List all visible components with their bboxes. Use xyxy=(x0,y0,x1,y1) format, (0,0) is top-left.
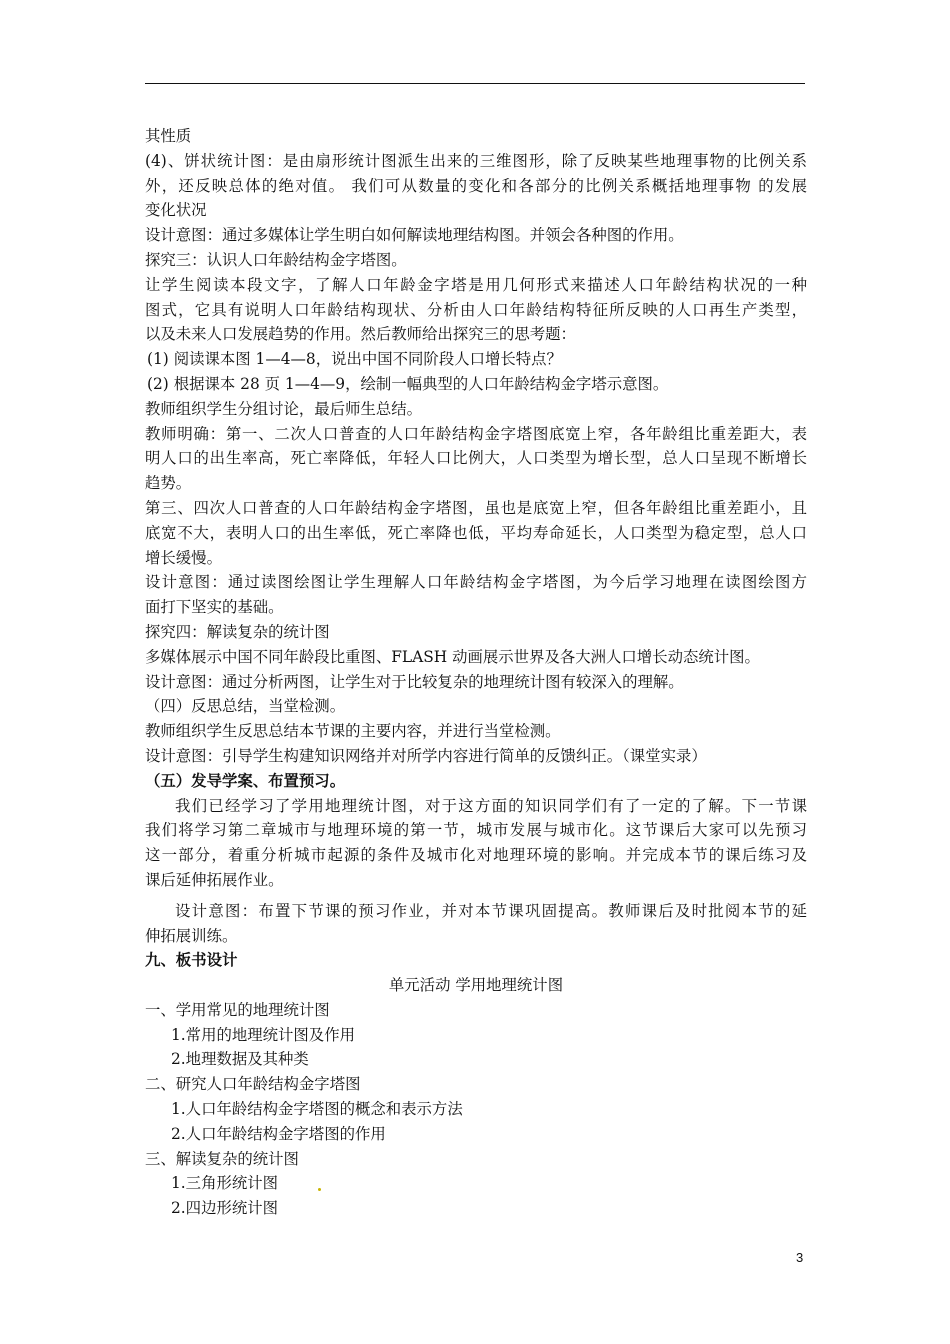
text-line: 多媒体展示中国不同年龄段比重图、FLASH 动画展示世界及各大洲人口增长动态统计图。 xyxy=(145,647,760,666)
section-heading: 九、板书设计 xyxy=(145,951,238,970)
text-line: (4)、饼状统计图：是由扇形统计图派生出来的三维图形，除了反映某些地理事物的比例关系 xyxy=(145,151,807,170)
header-rule xyxy=(145,83,805,84)
text-line: 趋势。 xyxy=(145,474,192,493)
text-line: 增长缓慢。 xyxy=(145,548,222,567)
outline-level-1: 二、研究人口年龄结构金字塔图 xyxy=(145,1075,361,1094)
text-line: 伸拓展训练。 xyxy=(145,926,238,945)
outline-level-2: 1.人口年龄结构金字塔图的概念和表示方法 xyxy=(171,1100,463,1119)
text-line: 设计意图：通过多媒体让学生明白如何解读地理结构图。并领会各种图的作用。 xyxy=(145,226,684,245)
text-line: 设计意图：引导学生构建知识网络并对所学内容进行简单的反馈纠正。（课堂实录） xyxy=(145,746,707,765)
text-line: 让学生阅读本段文字，了解人口年龄金字塔是用几何形式来描述人口年龄结构状况的一种 xyxy=(145,275,807,294)
text-line: 底宽不大，表明人口的出生率低，死亡率降也低，平均寿命延长，人口类型为稳定型，总人口 xyxy=(145,523,807,542)
stray-mark xyxy=(318,1188,321,1191)
text-line: 教师组织学生反思总结本节课的主要内容，并进行当堂检测。 xyxy=(145,722,561,741)
text-line: 第三、四次人口普查的人口年龄结构金字塔图，虽也是底宽上窄，但各年龄组比重差距小，且 xyxy=(145,498,807,517)
board-title: 单元活动 学用地理统计图 xyxy=(388,976,564,995)
text-line: 变化状况 xyxy=(145,201,207,220)
text-line: 图式，它具有说明人口年龄结构现状、分析由人口年龄结构特征所反映的人口再生产类型， xyxy=(145,300,807,319)
text-line: 设计意图：通过分析两图，让学生对于比较复杂的地理统计图有较深入的理解。 xyxy=(145,672,684,691)
outline-level-1: 一、学用常见的地理统计图 xyxy=(145,1000,330,1019)
outline-level-2: 2.四边形统计图 xyxy=(171,1199,279,1218)
text-line: 课后延伸拓展作业。 xyxy=(145,870,284,889)
outline-level-1: 三、解读复杂的统计图 xyxy=(145,1149,299,1168)
outline-level-2: 2.地理数据及其种类 xyxy=(171,1050,309,1069)
document-body xyxy=(145,124,807,1221)
text-line: （四）反思总结，当堂检测。 xyxy=(145,697,346,716)
text-line: 我们将学习第二章城市与地理环境的第一节，城市发展与城市化。这节课后大家可以先预习 xyxy=(145,821,807,840)
text-line: 教师组织学生分组讨论，最后师生总结。 xyxy=(145,399,423,418)
outline-level-2: 1.常用的地理统计图及作用 xyxy=(171,1025,355,1044)
text-line: 探究四：解读复杂的统计图 xyxy=(145,622,330,641)
text-line: 教师明确：第一、二次人口普查的人口年龄结构金字塔图底宽上窄，各年龄组比重差距大，表 xyxy=(145,424,807,443)
text-line: 面打下坚实的基础。 xyxy=(145,598,284,617)
text-line: 其性质 xyxy=(145,127,192,145)
text-line: 设计意图：通过读图绘图让学生理解人口年龄结构金字塔图，为今后学习地理在读图绘图方 xyxy=(145,573,807,592)
question-item: (1) 阅读课本图 1—4—8，说出中国不同阶段人口增长特点？ xyxy=(147,350,562,369)
page-number: 3 xyxy=(796,1250,804,1265)
outline-level-2: 2.人口年龄结构金字塔图的作用 xyxy=(171,1124,386,1143)
question-item: (2) 根据课本 28 页 1—4—9，绘制一幅典型的人口年龄结构金字塔示意图。 xyxy=(147,374,669,393)
text-line: 明人口的出生率高，死亡率降低，年轻人口比例大，人口类型为增长型，总人口呈现不断增长 xyxy=(145,449,807,468)
text-line: 设计意图：布置下节课的预习作业，并对本节课巩固提高。教师课后及时批阅本节的延 xyxy=(175,901,807,920)
text-line: 探究三：认识人口年龄结构金字塔图。 xyxy=(145,250,407,269)
text-line: 外，还反映总体的绝对值。 我们可从数量的变化和各部分的比例关系概括地理事物 的发展 xyxy=(145,176,807,195)
outline-level-2: 1.三角形统计图 xyxy=(171,1174,279,1193)
text-line: 以及未来人口发展趋势的作用。然后教师给出探究三的思考题： xyxy=(145,325,576,344)
text-line: 我们已经学习了学用地理统计图，对于这方面的知识同学们有了一定的了解。下一节课 xyxy=(175,796,807,815)
text-line: 这一部分，着重分析城市起源的条件及城市化对地理环境的影响。并完成本节的课后练习及 xyxy=(145,846,807,865)
section-heading: （五）发导学案、布置预习。 xyxy=(145,771,346,790)
